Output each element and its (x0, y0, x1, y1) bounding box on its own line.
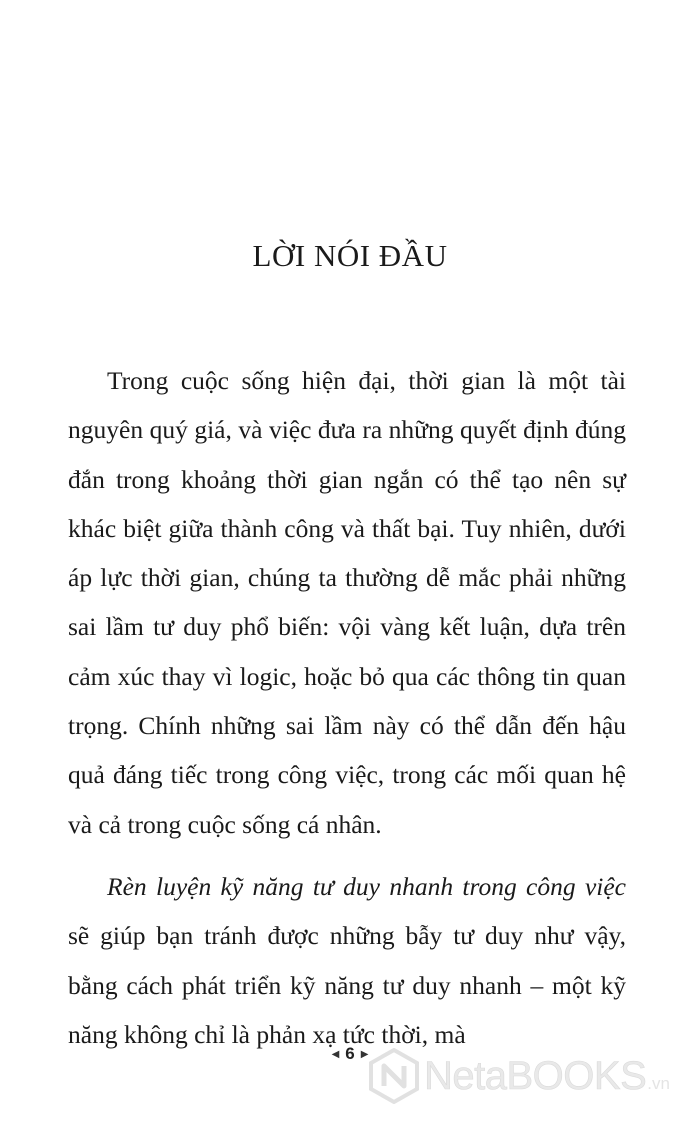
page-number: 6 (345, 1044, 355, 1063)
page-title: LỜI NÓI ĐẦU (252, 238, 448, 273)
body-text (68, 356, 626, 1059)
paragraph-1: Trong cuộc sống hiện đại, thời gian là một tài nguyên quý giá, và việc đưa ra những quyết định đúng đắn trong khoảng thời gian ngắn có thể tạo nên sự khác biệt giữa thành công và thất bại. Tuy nhiên, dưới áp lực thời gian, chúng ta thường dễ mắc phải những sai lầm tư duy phổ biến: vội vàng kết luận, dựa trên cảm xúc thay vì logic, hoặc bỏ qua các thông tin quan trọng. Chính những sai lầm này có thể dẫn đến hậu quả đáng tiếc trong công việc, trong các mối quan hệ và cả trong cuộc sống cá nhân. (68, 366, 626, 839)
paragraph-2-rest: sẽ giúp bạn tránh được những bẫy tư duy như vậy, bằng cách phát triển kỹ năng tư duy nhanh – một kỹ năng không chỉ là phản xạ tức thời, mà (68, 921, 626, 1049)
book-title-italic: Rèn luyện kỹ năng tư duy nhanh trong công việc (107, 871, 626, 901)
watermark-tld: .vn (647, 1074, 670, 1093)
right-triangle-icon: ▶ (360, 1049, 369, 1060)
watermark-brand: NetaBOOKS (424, 1053, 647, 1098)
watermark (368, 1046, 688, 1106)
netabooks-logo-icon (368, 1048, 420, 1104)
paragraph-2 (68, 862, 626, 1059)
left-triangle-icon: ◀ (331, 1049, 340, 1060)
